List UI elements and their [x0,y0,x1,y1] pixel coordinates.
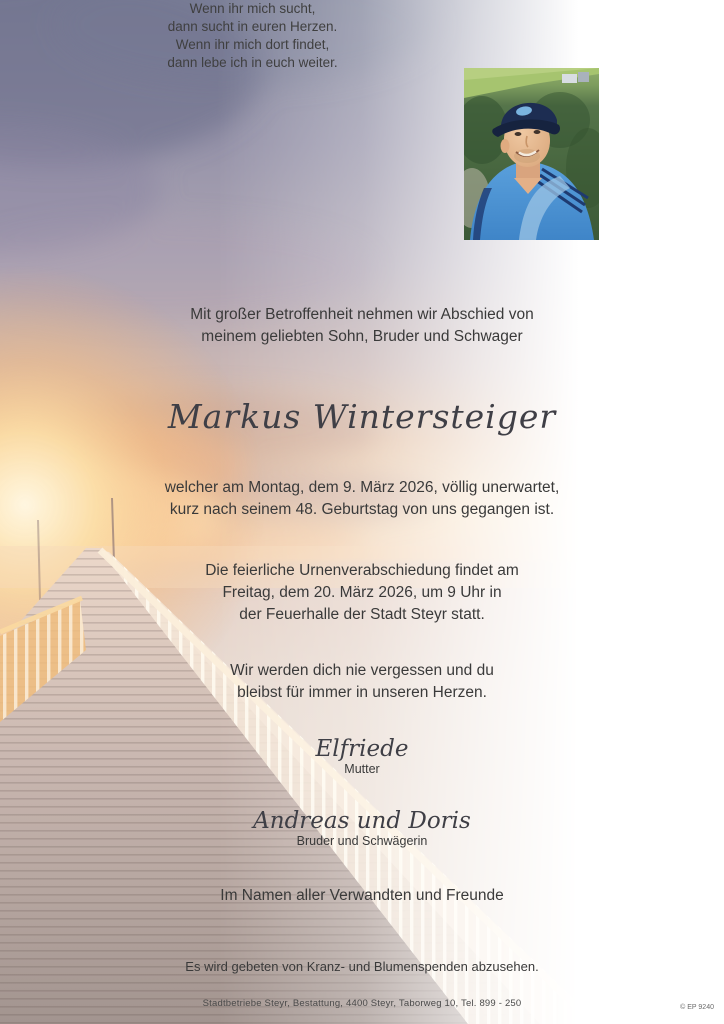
mourner-relation: Mutter [344,762,380,776]
in-name-of-line: Im Namen aller Verwandten und Freunde [220,887,504,904]
death-details-line: kurz nach seinem 48. Geburtstag von uns gegangen ist. [169,501,555,518]
ceremony-details [5,560,719,626]
mourner-mother [5,736,719,777]
mourner-relation: Bruder und Schwägerin [296,834,428,848]
portrait-illustration [464,68,599,240]
ceremony-line: Freitag, dem 20. März 2026, um 9 Uhr in [222,584,502,601]
farewell-line: Wir werden dich nie vergessen und du [230,662,494,679]
deceased-portrait-photo [464,68,599,240]
donation-request-line: Es wird gebeten von Kranz- und Blumenspenden abzusehen. [185,959,539,974]
announcement-line: Mit großer Betroffenheit nehmen wir Abschied von [190,306,534,323]
announcement-intro [5,304,719,348]
ceremony-line: Die feierliche Urnenverabschiedung findet am [205,562,519,579]
death-details [5,477,719,521]
farewell-line: bleibst für immer in unseren Herzen. [237,684,487,701]
poem-line: dann lebe ich in euch weiter. [167,55,338,70]
mourner-name: Andreas und Doris [253,808,471,834]
deceased-name: Markus Wintersteiger [167,397,557,436]
farewell-words [5,660,719,704]
print-copyright-code: © EP 9240 [680,1004,714,1011]
poem-line: Wenn ihr mich dort findet, [175,37,330,52]
funeral-home-footer: Stadtbetriebe Steyr, Bestattung, 4400 Steyr, Taborweg 10, Tel. 899 - 250 [202,998,522,1009]
death-details-line: welcher am Montag, dem 9. März 2026, völlig unerwartet, [164,479,560,496]
ceremony-line: der Feuerhalle der Stadt Steyr statt. [239,606,485,623]
mourner-name: Elfriede [315,736,409,762]
poem-line: dann sucht in euren Herzen. [167,19,338,34]
mourner-siblings [5,808,719,849]
poem-line: Wenn ihr mich sucht, [189,1,316,16]
memorial-poem [0,0,505,72]
announcement-line: meinem geliebten Sohn, Bruder und Schwager [201,328,523,345]
